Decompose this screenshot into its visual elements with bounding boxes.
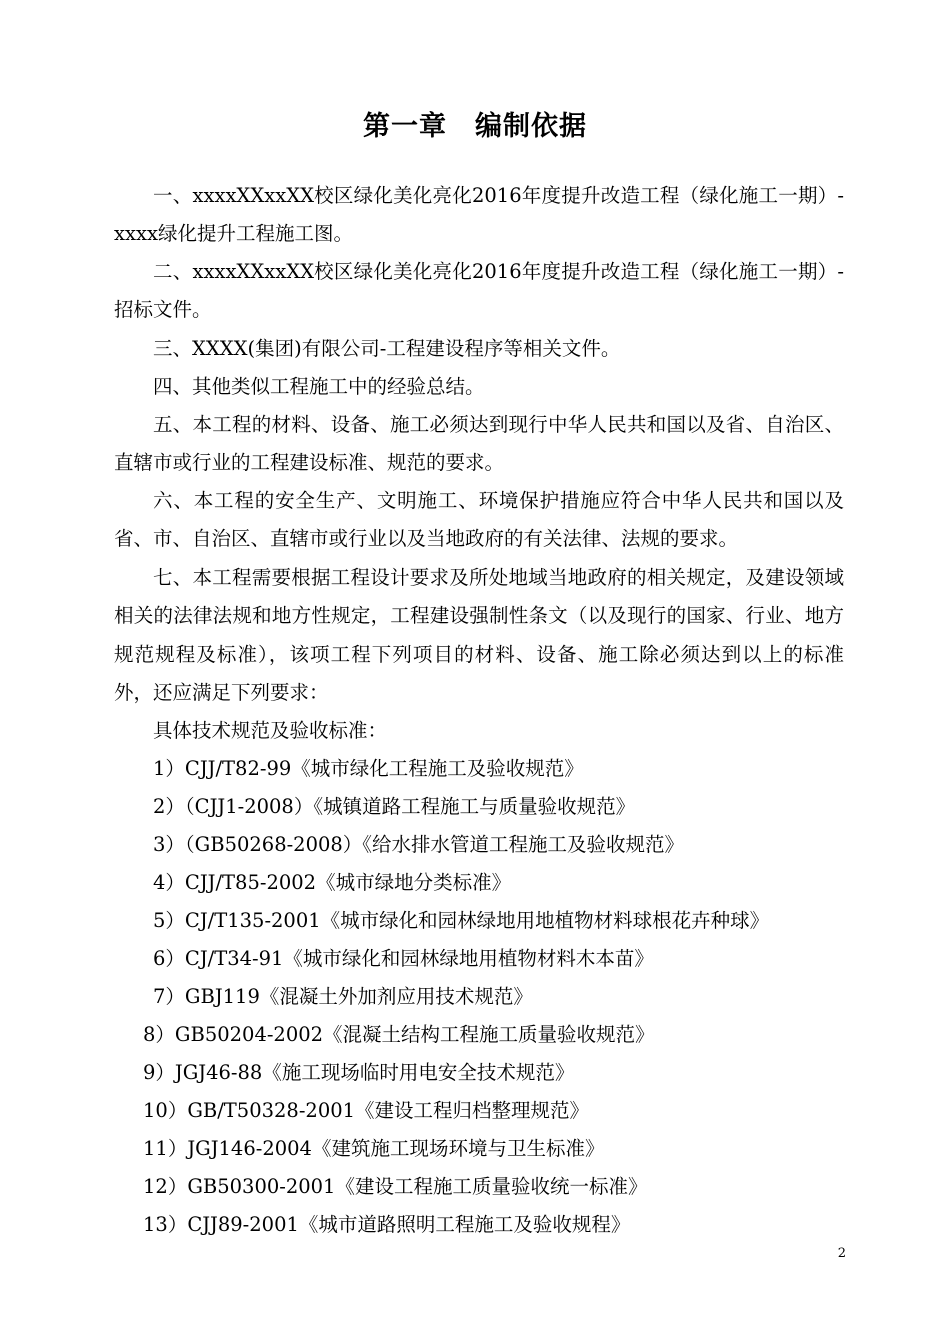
paragraph-4: 四、其他类似工程施工中的经验总结。: [153, 375, 485, 398]
standard-item: 7）GBJ119《混凝土外加剂应用技术规范》: [153, 985, 533, 1008]
standard-item: 8）GB50204-2002《混凝土结构工程施工质量验收规范》: [143, 1023, 655, 1046]
chapter-title: 第一章 编制依据: [363, 111, 587, 142]
standard-item: 2）（CJJ1-2008）《城镇道路工程施工与质量验收规范》: [153, 795, 636, 818]
standards-intro: 具体技术规范及验收标准：: [153, 719, 388, 742]
standard-item: 6）CJ/T34-91《城市绿化和园林绿地用植物材料木本苗》: [153, 947, 654, 970]
paragraph-7: 七、本工程需要根据工程设计要求及所处地域当地政府的相关规定，及建设领域相关的法律法规和地方性规定，工程建设强制性条文（以及现行的国家、行业、地方规范规程及标准），该项工程下列项目的材料、设备、施工除必须达到以上的标准外，还应满足下列要求：: [114, 566, 844, 704]
paragraph-6: 六、本工程的安全生产、文明施工、环境保护措施应符合中华人民共和国以及省、市、自治区、直辖市或行业以及当地政府的有关法律、法规的要求。: [114, 489, 844, 551]
paragraph-3: 三、XXXX(集团)有限公司-工程建设程序等相关文件。: [153, 337, 621, 360]
standard-item: 10）GB/T50328-2001《建设工程归档整理规范》: [143, 1099, 590, 1122]
standard-item: 13）CJJ89-2001《城市道路照明工程施工及验收规程》: [143, 1213, 631, 1236]
standard-item: 9）JGJ46-88《施工现场临时用电安全技术规范》: [143, 1061, 575, 1084]
standard-item: 12）GB50300-2001《建设工程施工质量验收统一标准》: [143, 1175, 648, 1198]
paragraph-2: 二、xxxxXXxxXX校区绿化美化亮化2016年度提升改造工程（绿化施工一期）-招标文件。: [114, 260, 844, 322]
standard-item: 3）（GB50268-2008）《给水排水管道工程施工及验收规范》: [153, 833, 685, 856]
standard-item: 4）CJJ/T85-2002《城市绿地分类标准》: [153, 871, 512, 894]
paragraph-1: 一、xxxxXXxxXX校区绿化美化亮化2016年度提升改造工程（绿化施工一期）-xxxx绿化提升工程施工图。: [114, 184, 844, 246]
standard-item: 5）CJ/T135-2001《城市绿化和园林绿地用地植物材料球根花卉种球》: [153, 909, 770, 932]
standard-item: 11）JGJ146-2004《建筑施工现场环境与卫生标准》: [143, 1137, 605, 1160]
paragraph-5: 五、本工程的材料、设备、施工必须达到现行中华人民共和国以及省、自治区、直辖市或行业的工程建设标准、规范的要求。: [114, 413, 844, 475]
standard-item: 1）CJJ/T82-99《城市绿化工程施工及验收规范》: [153, 757, 584, 780]
page-number: 2: [837, 1246, 846, 1261]
